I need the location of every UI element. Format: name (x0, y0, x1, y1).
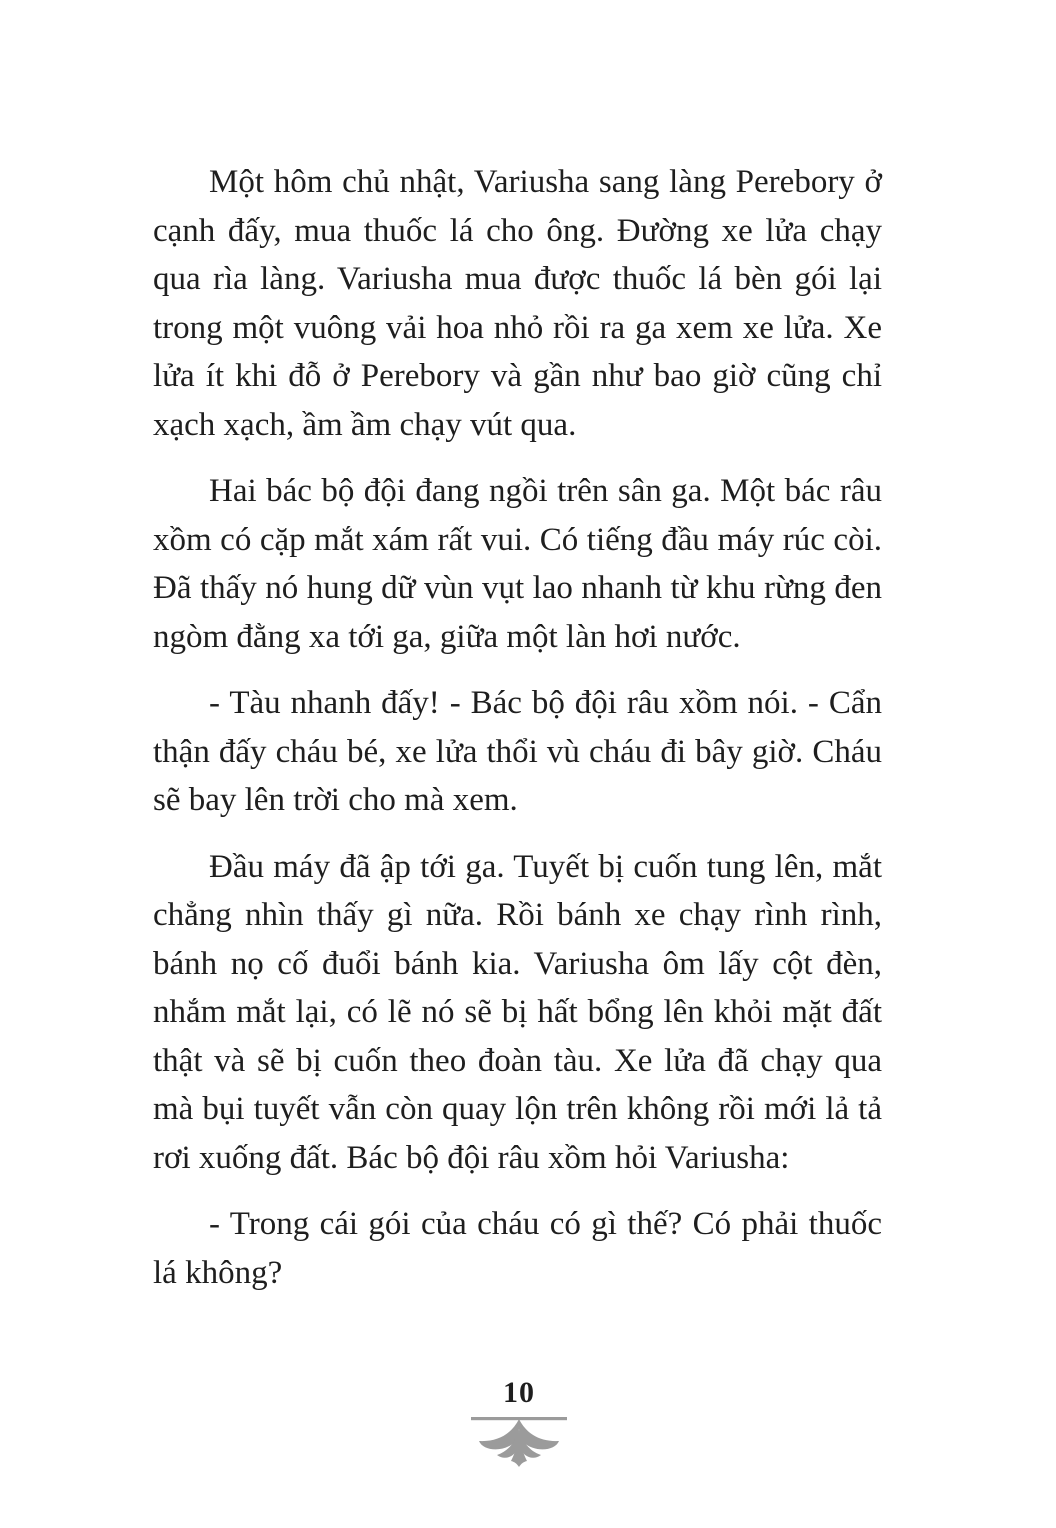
paragraph-2: Hai bác bộ đội đang ngồi trên sân ga. Một bác râu xồm có cặp mắt xám rất vui. Có tiếng đầu máy rúc còi. Đã thấy nó hung dữ vùn vụt lao nhanh từ khu rừng đen ngòm đằng xa tới ga, giữa một làn hơi nước. (153, 473, 882, 655)
page-footer (471, 1378, 567, 1467)
paragraph-3-dialogue: - Tàu nhanh đấy! - Bác bộ đội râu xồm nói. - Cẩn thận đấy cháu bé, xe lửa thổi vù cháu đi bây giờ. Cháu sẽ bay lên trời cho mà xem. (153, 685, 882, 818)
paragraph-5-dialogue: - Trong cái gói của cháu có gì thế? Có phải thuốc lá không? (153, 1206, 882, 1291)
page-number: 10 (503, 1376, 535, 1409)
page-text-block (153, 158, 882, 1297)
paragraph-4: Đầu máy đã ập tới ga. Tuyết bị cuốn tung lên, mắt chẳng nhìn thấy gì nữa. Rồi bánh xe chạy rình rình, bánh nọ cố đuổi bánh kia. Variusha ôm lấy cột đèn, nhắm mắt lại, có lẽ nó sẽ bị hất bổng lên khỏi mặt đất thật và sẽ bị cuốn theo đoàn tàu. Xe lửa đã chạy qua mà bụi tuyết vẫn còn quay lộn trên không rồi mới lả tả rơi xuống đất. Bác bộ đội râu xồm hỏi Variusha: (153, 848, 882, 1176)
tailpiece-ornament-icon (471, 1415, 567, 1467)
paragraph-1: Một hôm chủ nhật, Variusha sang làng Perebory ở cạnh đấy, mua thuốc lá cho ông. Đường xe lửa chạy qua rìa làng. Variusha mua được thuốc lá bèn gói lại trong một vuông vải hoa nhỏ rồi ra ga xem xe lửa. Xe lửa ít khi đỗ ở Perebory và gần như bao giờ cũng chỉ xạch xạch, ầm ầm chạy vút qua. (153, 164, 882, 443)
